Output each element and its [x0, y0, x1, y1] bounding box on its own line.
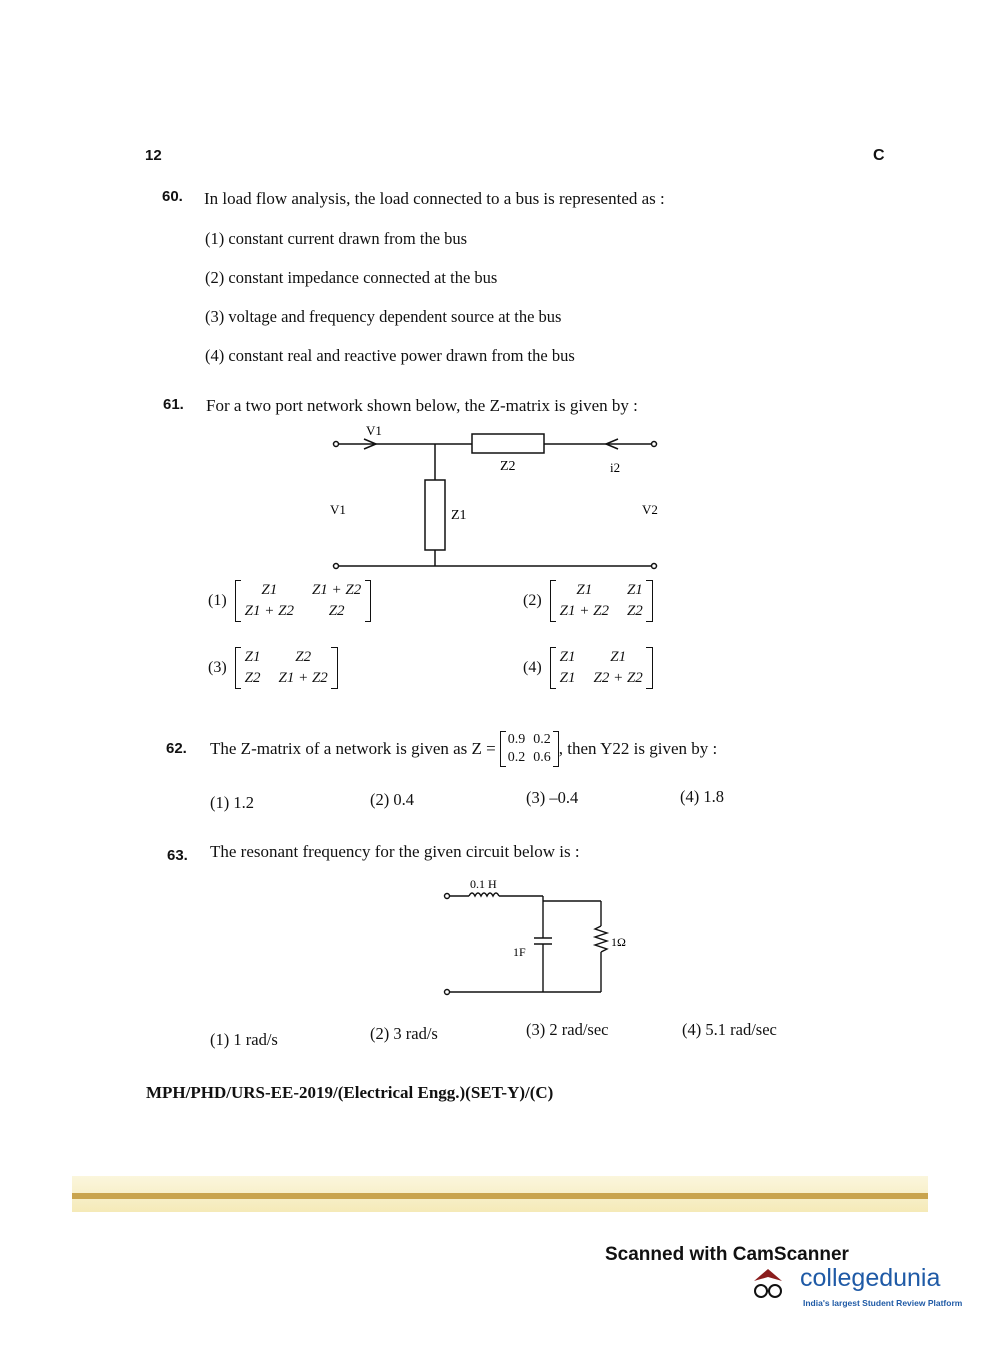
matrix-cell: Z2 [244, 670, 261, 686]
label-i2: i2 [610, 460, 621, 475]
question-text: For a two port network shown below, the Z-matrix is given by : [206, 396, 638, 415]
question-text [210, 726, 717, 772]
option-label: (4) [523, 659, 542, 676]
camscanner-watermark: Scanned with CamScanner [605, 1244, 849, 1265]
option-label: (1) [205, 229, 225, 248]
option-text: 0.4 [393, 790, 414, 809]
matrix-cell: 0.6 [533, 750, 551, 765]
matrix-cell: Z1 + Z2 [559, 603, 609, 619]
matrix-cell: Z2 [626, 603, 643, 619]
matrix-cell: Z1 + Z2 [311, 582, 362, 598]
option-3 [526, 1020, 608, 1040]
option-label: (3) [205, 307, 225, 326]
matrix-cell: Z1 [576, 582, 593, 598]
question-number: 62. [166, 740, 187, 757]
option-label: (4) [682, 1020, 702, 1039]
label-v1-top: V1 [366, 423, 382, 438]
option-label: (4) [680, 787, 700, 806]
matrix-cell: Z1 [559, 670, 576, 686]
option-text: 5.1 rad/sec [705, 1020, 777, 1039]
matrix-cell: Z2 [295, 649, 312, 665]
question-number: 63. [167, 847, 188, 864]
option-1 [210, 1030, 278, 1050]
option-label: (3) [526, 1020, 546, 1039]
question-number: 61. [163, 396, 184, 413]
option-text: constant current drawn from the bus [228, 229, 468, 248]
option-label: (2) [523, 592, 542, 609]
matrix-cell: Z1 [559, 649, 576, 665]
label-z2: Z2 [500, 459, 516, 474]
matrix-cell: Z1 + Z2 [278, 670, 328, 686]
matrix-cell: 0.2 [533, 732, 551, 747]
two-port-network-diagram [320, 418, 670, 578]
matrix-cell: Z2 + Z2 [593, 670, 643, 686]
logo-icon [748, 1265, 788, 1305]
option-text: 1.8 [703, 787, 724, 806]
option-3 [205, 307, 561, 327]
matrix-cell: Z2 [328, 603, 345, 619]
question-text-after: , then Y22 is given by : [558, 739, 718, 758]
option-label: (3) [526, 788, 546, 807]
question-text: The resonant frequency for the given circuit below is : [210, 842, 580, 861]
option-label: (1) [208, 592, 227, 609]
label-z1: Z1 [451, 508, 467, 523]
option-label: (3) [208, 659, 227, 676]
matrix-cell: 0.2 [507, 750, 526, 765]
option-label: (1) [210, 793, 230, 812]
page-edge-line [72, 1193, 928, 1199]
option-4 [205, 346, 575, 366]
question-text: In load flow analysis, the load connected to a bus is represented as : [204, 189, 665, 208]
option-1 [205, 229, 467, 249]
option-4 [682, 1020, 777, 1040]
option-2 [205, 268, 497, 288]
option-3-matrix [208, 647, 338, 689]
option-label: (2) [370, 790, 390, 809]
option-label: (2) [205, 268, 225, 287]
option-label: (1) [210, 1030, 230, 1049]
option-text: 1.2 [233, 793, 254, 812]
label-v2: V2 [642, 502, 658, 517]
option-label: (4) [205, 346, 225, 365]
paper-code: MPH/PHD/URS-EE-2019/(Electrical Engg.)(SET-Y)/(C) [146, 1083, 554, 1102]
option-label: (2) [370, 1024, 390, 1043]
option-4 [680, 787, 724, 807]
matrix-cell: Z1 [610, 649, 627, 665]
matrix-cell: Z1 + Z2 [244, 603, 294, 619]
option-1 [210, 793, 254, 813]
z-matrix [500, 731, 559, 767]
option-text: 1 rad/s [233, 1030, 278, 1049]
option-3 [526, 788, 578, 808]
label-inductor: 0.1 H [470, 877, 497, 891]
brand-name: collegedunia [800, 1264, 941, 1292]
option-text: 2 rad/sec [549, 1020, 609, 1039]
matrix-cell: 0.9 [507, 732, 526, 747]
option-text: –0.4 [549, 788, 579, 807]
option-2-matrix [523, 580, 653, 622]
label-capacitor: 1F [513, 945, 526, 959]
option-text: voltage and frequency dependent source at the bus [228, 307, 562, 326]
option-2 [370, 1024, 438, 1044]
option-2 [370, 790, 414, 810]
rlc-circuit-diagram [435, 872, 626, 1002]
page-number: 12 [145, 147, 162, 164]
brand-tagline: India's largest Student Review Platform [803, 1298, 963, 1308]
option-text: constant real and reactive power drawn from the bus [228, 346, 575, 365]
set-code: C [873, 147, 885, 164]
question-number: 60. [162, 188, 183, 205]
label-v1-left: V1 [330, 502, 346, 517]
matrix-cell: Z1 [261, 582, 278, 598]
option-1-matrix [208, 580, 371, 622]
option-text: 3 rad/s [393, 1024, 438, 1043]
matrix-cell: Z1 [626, 582, 643, 598]
option-text: constant impedance connected at the bus [228, 268, 498, 287]
matrix-cell: Z1 [244, 649, 261, 665]
option-4-matrix [523, 647, 653, 689]
question-text-before: The Z-matrix of a network is given as Z = [210, 739, 496, 758]
label-resistor: 1Ω [611, 935, 626, 949]
